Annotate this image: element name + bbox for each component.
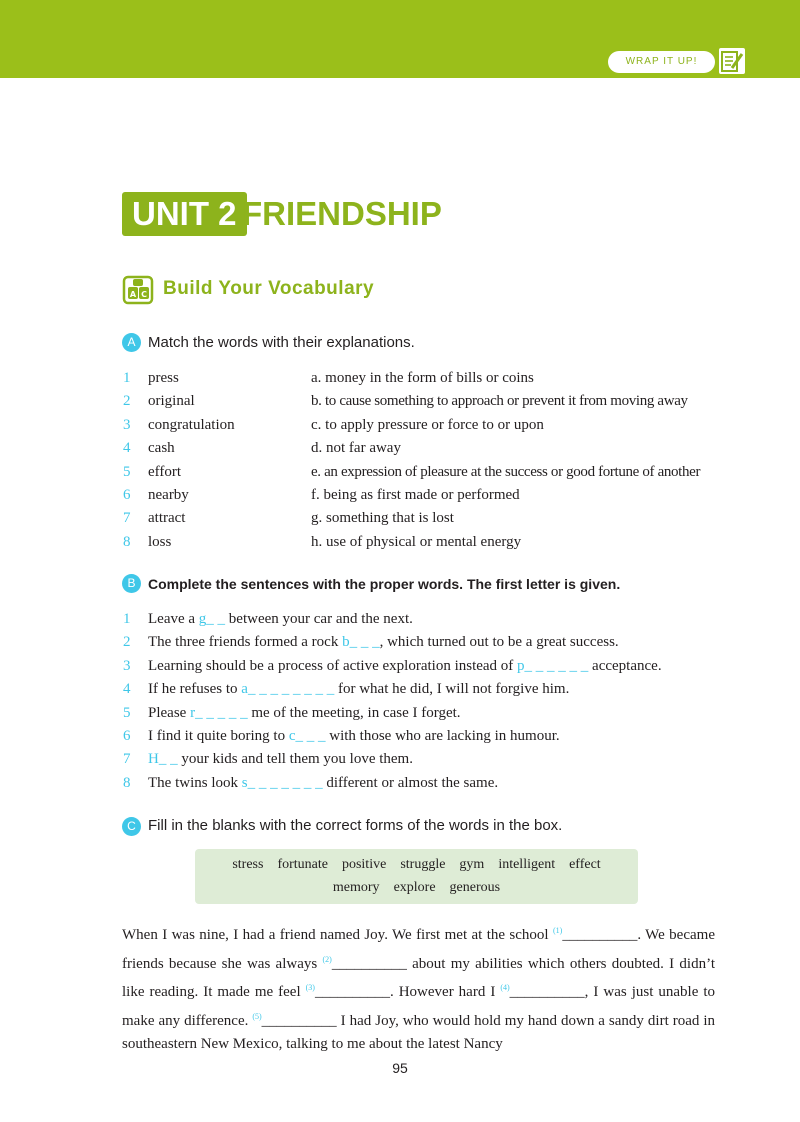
vocab-word: effort	[148, 463, 182, 480]
vocab-word: press	[148, 370, 179, 386]
sentence	[148, 705, 461, 722]
wrap-it-up-label: WRAP IT UP!	[608, 51, 715, 73]
sentence-text: , which turned out to be a great success.	[379, 634, 619, 651]
explanation: a. money in the form of bills or coins	[311, 370, 534, 386]
sentence-text: The three friends formed a rock	[148, 634, 343, 651]
passage-text: __________. We became friends because she was always	[122, 927, 715, 972]
box-word: generous	[449, 880, 501, 895]
unit-title: FRIENDSHIP	[242, 195, 442, 232]
item-number: 3	[123, 657, 131, 674]
sentence	[148, 681, 569, 698]
sentence-text: your kids and tell them you love them.	[177, 751, 413, 768]
word-box-row-1	[195, 853, 638, 876]
blank-number: (5)	[252, 1011, 262, 1021]
word-box-row-2	[195, 876, 638, 899]
explanation: h. use of physical or mental energy	[311, 533, 522, 550]
item-number: 3	[123, 416, 131, 433]
item-number: 6	[123, 487, 131, 503]
vocab-word: congratulation	[148, 416, 235, 433]
sentence-text: The twins look	[148, 774, 242, 791]
blank-number: (4)	[500, 983, 510, 992]
explanation: b. to cause something to approach or prevent it from moving away	[311, 393, 688, 410]
part-a-badge: A	[122, 333, 141, 352]
sentence-text: acceptance.	[588, 657, 662, 674]
blank-number: (2)	[322, 954, 332, 964]
item-number: 7	[123, 751, 131, 768]
part-c-instruction: Fill in the blanks with the correct forms of the words in the box.	[148, 817, 563, 834]
vocab-word: original	[148, 393, 195, 410]
sentence	[148, 728, 560, 745]
vocab-word: nearby	[148, 487, 189, 503]
sentence-text: If he refuses to	[148, 681, 242, 698]
blank-number: (3)	[305, 983, 315, 992]
letter-hint: a_ _ _ _ _ _ _ _	[241, 681, 335, 698]
vocab-word: loss	[148, 533, 172, 550]
sentence-text: with those who are lacking in humour.	[325, 728, 560, 744]
item-number: 8	[123, 533, 131, 550]
passage-text: __________, I was just unable to make any difference.	[122, 984, 716, 1029]
page-number: 95	[392, 1060, 408, 1076]
svg-text:C: C	[141, 290, 147, 299]
vocab-word: attract	[148, 510, 186, 527]
passage-text: __________ about my abilities which others doubted. I didn’t like reading. It made me feel	[122, 955, 715, 1000]
passage	[122, 919, 715, 1057]
explanation: c. to apply pressure or force to or upon	[311, 416, 544, 433]
notepad-pencil-icon	[718, 47, 746, 75]
unit-label: UNIT 2	[122, 192, 247, 236]
box-word: intelligent	[498, 857, 556, 872]
sentence	[148, 611, 413, 628]
part-b-instruction: Complete the sentences with the proper words. The first letter is given.	[148, 576, 621, 592]
letter-hint: r_ _ _ _ _	[190, 704, 248, 721]
item-number: 8	[123, 774, 131, 791]
part-a-instruction: Match the words with their explanations.	[148, 334, 415, 351]
sentence-text: Please	[148, 704, 191, 721]
explanation: f. being as first made or performed	[311, 487, 520, 503]
letter-hint: b_ _ _	[342, 634, 380, 651]
sentence	[148, 634, 619, 651]
box-word: fortunate	[277, 857, 328, 872]
section-title: Build Your Vocabulary	[163, 278, 375, 299]
item-number: 5	[123, 704, 131, 721]
letter-hint: c_ _ _	[288, 728, 326, 744]
item-number: 2	[123, 393, 131, 410]
box-word: positive	[341, 857, 387, 872]
sentence	[148, 751, 413, 768]
sentence	[148, 658, 662, 675]
item-number: 2	[123, 634, 131, 651]
letter-hint: g_ _	[198, 611, 226, 627]
passage-text: __________ I had Joy, who would hold my hand down a sandy dirt road in southeastern New Mexico, talking to me about the latest Nancy	[122, 1012, 715, 1052]
box-word: memory	[332, 880, 380, 895]
box-word: explore	[393, 880, 436, 895]
svg-text:A: A	[129, 290, 137, 299]
explanation: d. not far away	[311, 440, 401, 457]
item-number: 1	[123, 370, 131, 386]
box-word: stress	[232, 857, 264, 872]
item-number: 4	[123, 440, 131, 457]
sentence-text: I find it quite boring to	[148, 728, 289, 744]
explanation: e. an expression of pleasure at the success or good fortune of another	[311, 463, 701, 480]
part-c-badge: C	[122, 817, 141, 836]
letter-hint: H_ _	[148, 751, 178, 768]
letter-hint: p_ _ _ _ _ _	[517, 657, 589, 674]
sentence-text: me of the meeting, in case I forget.	[247, 704, 461, 721]
item-number: 5	[123, 463, 131, 480]
abc-blocks-icon	[121, 273, 157, 309]
vocab-word: cash	[148, 440, 175, 457]
sentence-text: Learning should be a process of active exploration instead of	[148, 657, 518, 674]
item-number: 1	[123, 611, 131, 627]
sentence	[148, 775, 498, 792]
sentence-text: for what he did, I will not forgive him.	[334, 681, 570, 698]
part-b-badge: B	[122, 574, 141, 593]
item-number: 4	[123, 681, 131, 698]
passage-text: __________. However hard I	[314, 984, 501, 1000]
box-word: struggle	[400, 857, 446, 872]
sentence-text: between your car and the next.	[225, 611, 413, 627]
word-box	[195, 849, 638, 904]
blank-number: (1)	[552, 926, 563, 935]
passage-text: When I was nine, I had a friend named Joy. We first met at the school	[122, 927, 553, 943]
letter-hint: s_ _ _ _ _ _ _	[241, 774, 323, 791]
box-word: gym	[459, 857, 485, 872]
box-word: effect	[569, 857, 601, 872]
item-number: 7	[123, 510, 131, 527]
explanation: g. something that is lost	[311, 510, 454, 527]
item-number: 6	[123, 728, 131, 744]
sentence-text: Leave a	[148, 611, 199, 627]
sentence-text: different or almost the same.	[322, 774, 499, 791]
